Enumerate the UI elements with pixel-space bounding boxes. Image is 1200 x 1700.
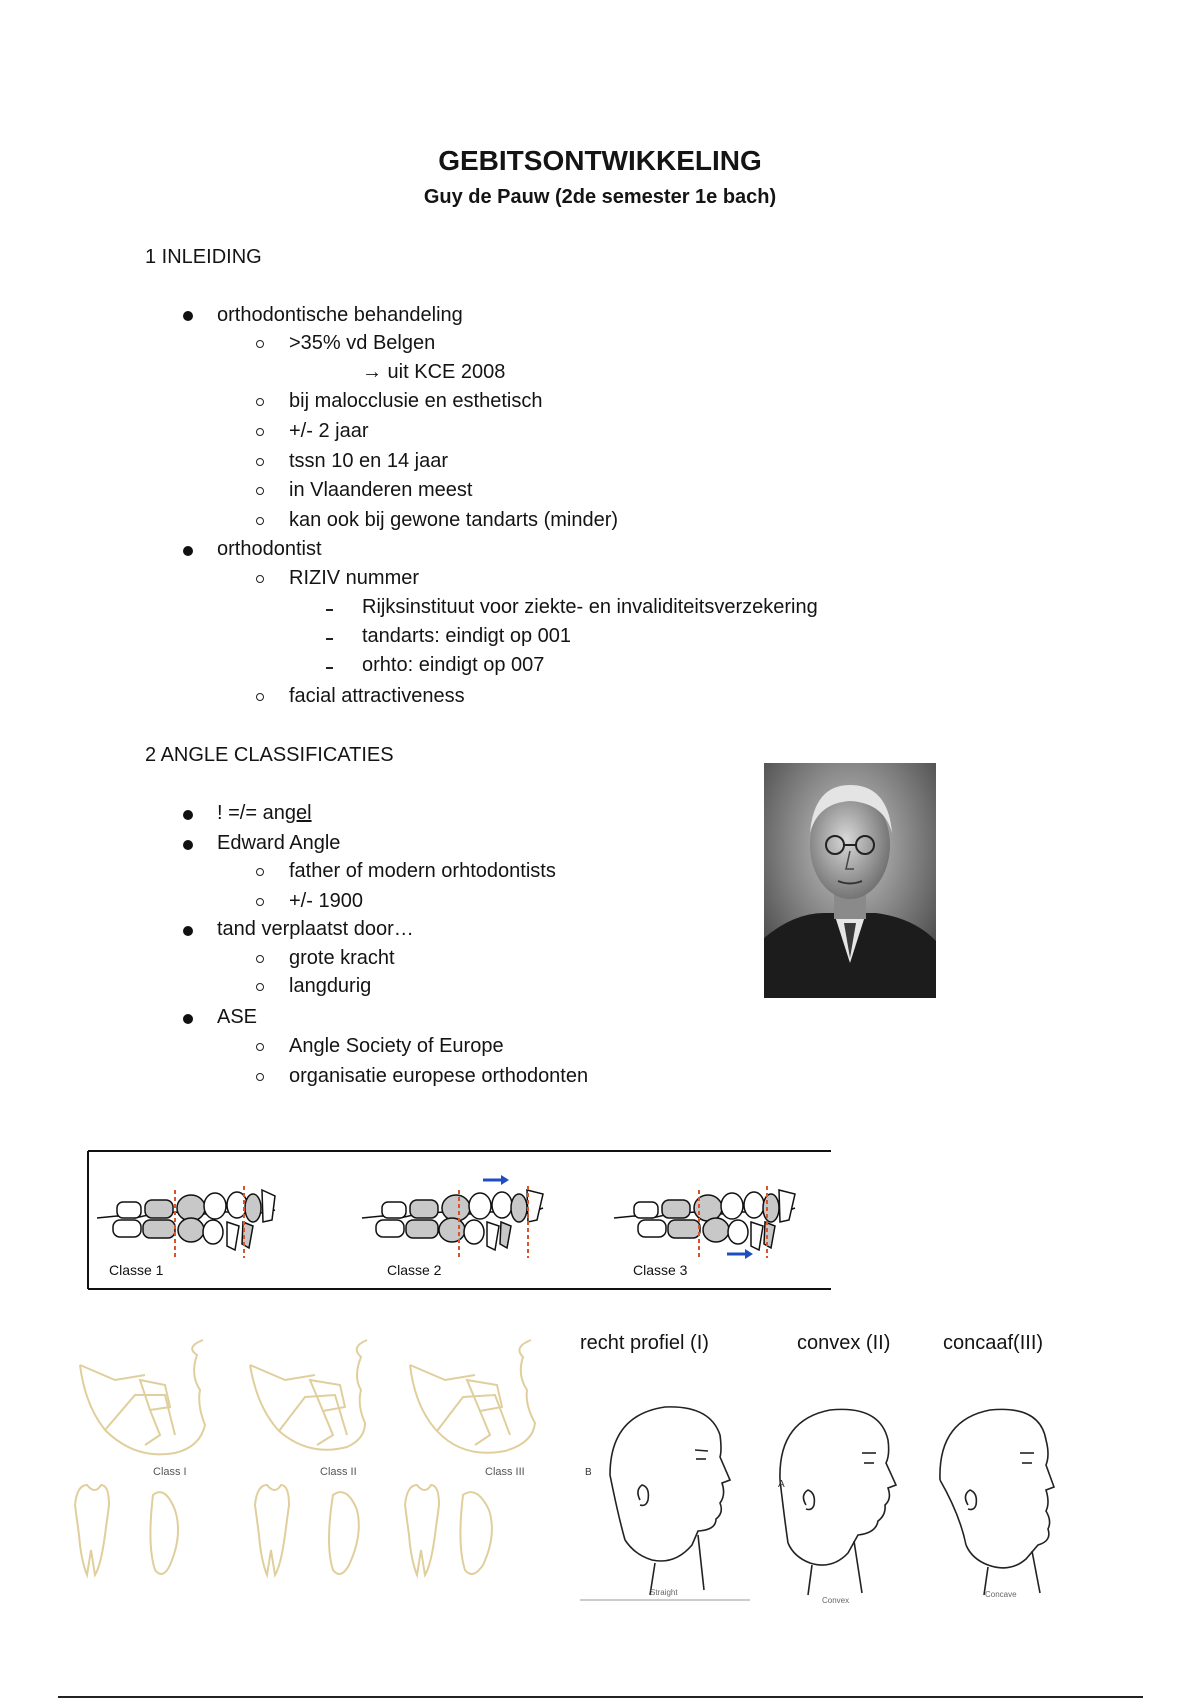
class-1-teeth: [97, 1186, 275, 1258]
occlusion-label: Classe 2: [387, 1262, 442, 1278]
bullet-icon: [183, 810, 193, 820]
list-item: [217, 802, 312, 825]
profile-caption: Concave: [985, 1590, 1017, 1599]
arrow-right-icon: [501, 1175, 509, 1185]
circle-bullet-icon: [256, 517, 264, 525]
profile-label-concave: concaaf(III): [943, 1332, 1044, 1354]
circle-bullet-icon: [256, 575, 264, 583]
list-subitem: grote kracht: [289, 947, 395, 969]
arrow-right-icon: [745, 1249, 753, 1259]
circle-bullet-icon: [256, 983, 264, 991]
class-3-teeth: [614, 1186, 795, 1259]
list-subitem: Angle Society of Europe: [289, 1035, 504, 1057]
list-item: Edward Angle: [217, 832, 341, 854]
list-subitem: >35% vd Belgen: [289, 332, 436, 354]
list-item: ASE: [217, 1006, 258, 1028]
list-subitem: facial attractiveness: [289, 685, 465, 707]
circle-bullet-icon: [256, 955, 264, 963]
profile-letter: A: [778, 1479, 785, 1490]
bullet-icon: [183, 840, 193, 850]
circle-bullet-icon: [256, 340, 264, 348]
list-note: → uit KCE 2008: [362, 361, 506, 383]
list-subsubitem: orhto: eindigt op 007: [362, 654, 545, 676]
dash-bullet-icon: [326, 609, 333, 611]
occlusion-label: Classe 3: [633, 1262, 688, 1278]
list-subitem: langdurig: [289, 975, 372, 997]
jaw-class-label: Class III: [485, 1466, 525, 1478]
list-item: orthodontist: [217, 538, 322, 560]
circle-bullet-icon: [256, 1073, 264, 1081]
class-1-jaw-drawing: [80, 1340, 205, 1454]
section-1-heading: 1 INLEIDING: [145, 246, 262, 268]
edward-angle-portrait: [764, 763, 936, 998]
circle-bullet-icon: [256, 1043, 264, 1051]
facial-profiles-figure: [580, 1395, 1100, 1610]
class-2-jaw-drawing: [250, 1340, 367, 1450]
occlusion-label: Classe 1: [109, 1262, 164, 1278]
profile-label-convex: convex (II): [797, 1332, 891, 1354]
bullet-icon: [183, 1014, 193, 1024]
dash-bullet-icon: [326, 667, 333, 669]
circle-bullet-icon: [256, 868, 264, 876]
circle-bullet-icon: [256, 398, 264, 406]
circle-bullet-icon: [256, 428, 264, 436]
document-title: GEBITSONTWIKKELING: [438, 145, 762, 176]
jaw-class-label: Class I: [153, 1466, 187, 1478]
bullet-icon: [183, 546, 193, 556]
list-item: tand verplaatst door…: [217, 918, 414, 940]
list-subitem: tssn 10 en 14 jaar: [289, 450, 448, 472]
profile-caption: Straight: [650, 1588, 678, 1597]
circle-bullet-icon: [256, 487, 264, 495]
circle-bullet-icon: [256, 693, 264, 701]
profile-label-straight: recht profiel (I): [580, 1332, 709, 1354]
angle-occlusion-figure: [87, 1150, 832, 1290]
list-subitem: in Vlaanderen meest: [289, 479, 473, 501]
list-subitem: +/- 1900: [289, 890, 363, 912]
list-subsubitem: Rijksinstituut voor ziekte- en invaliditeitsverzekering: [362, 596, 818, 618]
jaw-classes-figure: [65, 1335, 545, 1610]
class-2-teeth: [362, 1175, 543, 1258]
list-subitem: organisatie europese orthodonten: [289, 1065, 589, 1087]
straight-profile-drawing: [610, 1407, 730, 1595]
bullet-icon: [183, 926, 193, 936]
jaw-class-label: Class II: [320, 1466, 357, 1478]
dash-bullet-icon: [326, 638, 333, 640]
profile-letter: B: [585, 1467, 592, 1478]
convex-profile-drawing: [780, 1409, 896, 1595]
list-subitem: +/- 2 jaar: [289, 420, 369, 442]
document-subtitle: Guy de Pauw (2de semester 1e bach): [423, 186, 777, 208]
list-subsubitem: tandarts: eindigt op 001: [362, 625, 572, 647]
list-subitem: kan ook bij gewone tandarts (minder): [289, 509, 619, 531]
list-item: orthodontische behandeling: [217, 304, 463, 326]
list-subitem: RIZIV nummer: [289, 567, 420, 589]
bullet-icon: [183, 311, 193, 321]
profile-caption: Convex: [822, 1596, 850, 1605]
class-3-jaw-drawing: [410, 1340, 535, 1453]
bottom-divider: [58, 1696, 1143, 1698]
section-2-heading: 2 ANGLE CLASSIFICATIES: [145, 744, 394, 766]
list-subitem: father of modern orhtodontists: [289, 860, 556, 882]
list-subitem: bij malocclusie en esthetisch: [289, 390, 543, 412]
circle-bullet-icon: [256, 458, 264, 466]
underlined-text: gel: [284, 802, 312, 824]
concave-profile-drawing: [940, 1409, 1054, 1595]
list-item-text: ! =/= an: [217, 802, 285, 824]
circle-bullet-icon: [256, 898, 264, 906]
